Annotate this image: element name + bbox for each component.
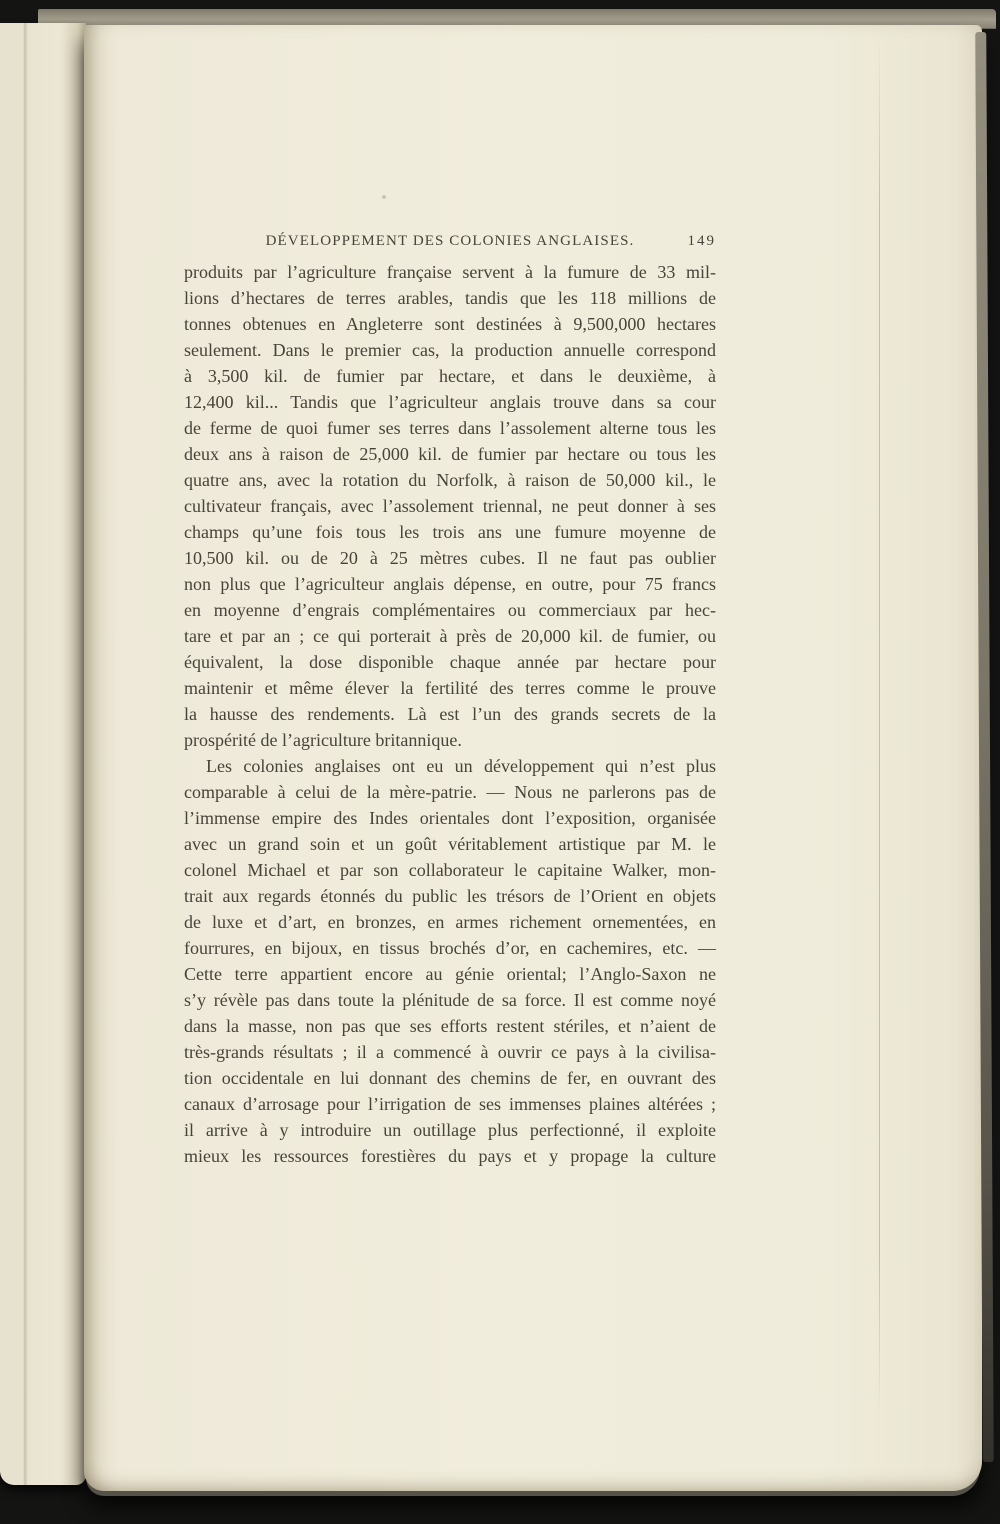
printed-text-area <box>184 233 716 1169</box>
text-line: à 3,500 kil. de fumier par hectare, et dans le deuxième, à <box>184 366 716 386</box>
text-line: s’y révèle pas dans toute la plénitude de sa force. Il est comme noyé <box>184 990 716 1010</box>
page-fore-edge-crease <box>879 40 880 1420</box>
text-line: de luxe et d’art, en bronzes, en armes richement ornementées, en <box>184 912 716 932</box>
text-line: la hausse des rendements. Là est l’un des grands secrets de la <box>184 704 716 724</box>
text-line: produits par l’agriculture française servent à la fumure de 33 mil- <box>184 262 716 282</box>
text-line: tion occidentale en lui donnant des chemins de fer, en ouvrant des <box>184 1068 716 1088</box>
text-line: tonnes obtenues en Angleterre sont destinées à 9,500,000 hectares <box>184 314 716 334</box>
text-line: deux ans à raison de 25,000 kil. de fumier par hectare ou tous les <box>184 444 716 464</box>
text-line: mieux les ressources forestières du pays et y propage la culture <box>184 1146 716 1166</box>
text-line: champs qu’une fois tous les trois ans une fumure moyenne de <box>184 522 716 542</box>
text-line: l’immense empire des Indes orientales dont l’exposition, organisée <box>184 808 716 828</box>
text-line: fourrures, en bijoux, en tissus brochés d’or, en cachemires, etc. — <box>184 938 716 958</box>
running-header-title: DÉVELOPPEMENT DES COLONIES ANGLAISES. <box>265 233 635 249</box>
text-line: canaux d’arrosage pour l’irrigation de ses immenses plaines altérées ; <box>184 1094 716 1114</box>
text-line: de ferme de quoi fumer ses terres dans l’assolement alterne tous les <box>184 418 716 438</box>
text-line: dans la masse, non pas que ses efforts restent stériles, et n’aient de <box>184 1016 716 1036</box>
text-line: quatre ans, avec la rotation du Norfolk, à raison de 50,000 kil., le <box>184 470 716 490</box>
book-page <box>84 25 982 1491</box>
text-line: en moyenne d’engrais complémentaires ou commerciaux par hec- <box>184 600 716 620</box>
text-line: lions d’hectares de terres arables, tandis que les 118 millions de <box>184 288 716 308</box>
text-line: 12,400 kil... Tandis que l’agriculteur anglais trouve dans sa cour <box>184 392 716 412</box>
text-line: équivalent, la dose disponible chaque année par hectare pour <box>184 652 716 672</box>
text-line: comparable à celui de la mère-patrie. — Nous ne parlerons pas de <box>184 782 716 802</box>
text-line: seulement. Dans le premier cas, la production annuelle correspond <box>184 340 716 360</box>
previous-page-edge <box>0 23 86 1485</box>
text-line: Les colonies anglaises ont eu un développement qui n’est plus <box>206 756 716 776</box>
text-line: non plus que l’agriculteur anglais dépense, en outre, pour 75 francs <box>184 574 716 594</box>
text-line: colonel Michael et par son collaborateur le capitaine Walker, mon- <box>184 860 716 880</box>
text-line: maintenir et même élever la fertilité des terres comme le prouve <box>184 678 716 698</box>
text-line: il arrive à y introduire un outillage plus perfectionné, il exploite <box>184 1120 716 1140</box>
body-text <box>184 259 716 1169</box>
page-number: 149 <box>687 233 716 249</box>
text-line: trait aux regards étonnés du public les trésors de l’Orient en objets <box>184 886 716 906</box>
text-line: Cette terre appartient encore au génie oriental; l’Anglo-Saxon ne <box>184 964 716 984</box>
text-line: très-grands résultats ; il a commencé à ouvrir ce pays à la civilisa- <box>184 1042 716 1062</box>
text-line: cultivateur français, avec l’assolement triennal, ne peut donner à ses <box>184 496 716 516</box>
running-header <box>184 233 716 254</box>
text-line: tare et par an ; ce qui porterait à près de 20,000 kil. de fumier, ou <box>184 626 716 646</box>
text-line: avec un grand soin et un goût véritablement artistique par M. le <box>184 834 716 854</box>
text-line: prospérité de l’agriculture britannique. <box>184 730 462 750</box>
text-line: 10,500 kil. ou de 20 à 25 mètres cubes. Il ne faut pas oublier <box>184 548 716 568</box>
